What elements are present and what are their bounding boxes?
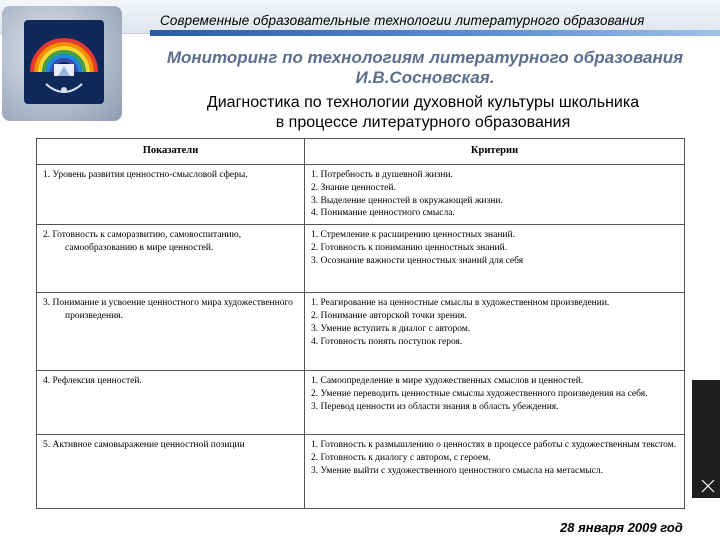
criteria-item: 3. Умение вступить в диалог с автором. bbox=[311, 323, 471, 334]
criteria-item: 1. Самоопределение в мире художественных смыслов и ценностей. bbox=[311, 376, 584, 387]
table-row bbox=[37, 225, 685, 293]
indicator-cell: 5. Активное самовыражение ценностной позиции bbox=[37, 435, 305, 509]
criteria-item: 3. Перевод ценности из области знания в область убеждения. bbox=[311, 401, 559, 412]
criteria-cell bbox=[305, 435, 685, 509]
header-accent-bar bbox=[150, 30, 720, 36]
criteria-cell bbox=[305, 293, 685, 371]
table-row bbox=[37, 165, 685, 225]
criteria-table bbox=[36, 138, 684, 509]
criteria-item: 1. Потребность в душевной жизни. bbox=[311, 170, 453, 180]
criteria-cell bbox=[305, 165, 685, 225]
criteria-item: 2. Понимание авторской точки зрения. bbox=[311, 310, 467, 321]
criteria-item: 2. Готовность к пониманию ценностных знаний. bbox=[311, 242, 508, 253]
main-title-line2: И.В.Сосновская. bbox=[355, 68, 495, 87]
criteria-item: 2. Знание ценностей. bbox=[311, 182, 396, 193]
header-indicators: Показатели bbox=[37, 139, 305, 165]
criteria-item: 4. Понимание ценностного смысла. bbox=[311, 208, 455, 219]
criteria-item: 2. Умение переводить ценностные смыслы художественного произведения на себя. bbox=[311, 388, 648, 399]
rainbow-emblem-icon bbox=[24, 20, 104, 104]
criteria-item: 3. Осознание важности ценностных знаний для себя bbox=[311, 255, 524, 266]
criteria-item: 1. Реагирование на ценностные смыслы в художественном произведении. bbox=[311, 298, 610, 309]
main-title-line1: Мониторинг по технологиям литературного образования bbox=[166, 48, 684, 67]
main-title bbox=[130, 48, 720, 88]
subtitle-line1: Диагностика по технологии духовной культуры школьника bbox=[206, 94, 640, 111]
criteria-item: 1. Стремление к расширению ценностных знаний. bbox=[311, 230, 515, 241]
header-criteria: Критерии bbox=[305, 139, 685, 165]
side-thumbnail bbox=[688, 380, 720, 498]
header-title: Современные образовательные технологии литературного образования bbox=[160, 13, 645, 28]
criteria-item: 1. Готовность к размышлению о ценностях в процессе работы с художественным текстом. bbox=[311, 440, 677, 451]
table-row bbox=[37, 293, 685, 371]
indicator-cell: 3. Понимание и усвоение ценностного мира художественного произведения. bbox=[37, 293, 305, 371]
table-row bbox=[37, 435, 685, 509]
criteria-item: 3. Выделение ценностей в окружающей жизни. bbox=[311, 195, 503, 206]
indicator-cell: 4. Рефлексия ценностей. bbox=[37, 371, 305, 435]
criteria-cell bbox=[305, 371, 685, 435]
table-row bbox=[37, 371, 685, 435]
subtitle-line2: в процессе литературного образования bbox=[275, 114, 571, 131]
logo bbox=[2, 6, 122, 121]
criteria-cell bbox=[305, 225, 685, 293]
footer-date: 28 января 2009 год bbox=[560, 520, 683, 535]
indicator-cell: 2. Готовность к саморазвитию, самовоспитанию, самообразованию в мире ценностей. bbox=[37, 225, 305, 293]
criteria-item: 2. Готовность к диалогу с автором, с героем. bbox=[311, 452, 491, 463]
subtitle bbox=[126, 93, 720, 133]
indicator-cell: 1. Уровень развития ценностно-смысловой сферы. bbox=[37, 165, 305, 225]
criteria-item: 4. Готовность понять поступок героя. bbox=[311, 336, 463, 347]
criteria-item: 3. Умение выйти с художественного ценностного смысла на метасмысл. bbox=[311, 465, 603, 476]
